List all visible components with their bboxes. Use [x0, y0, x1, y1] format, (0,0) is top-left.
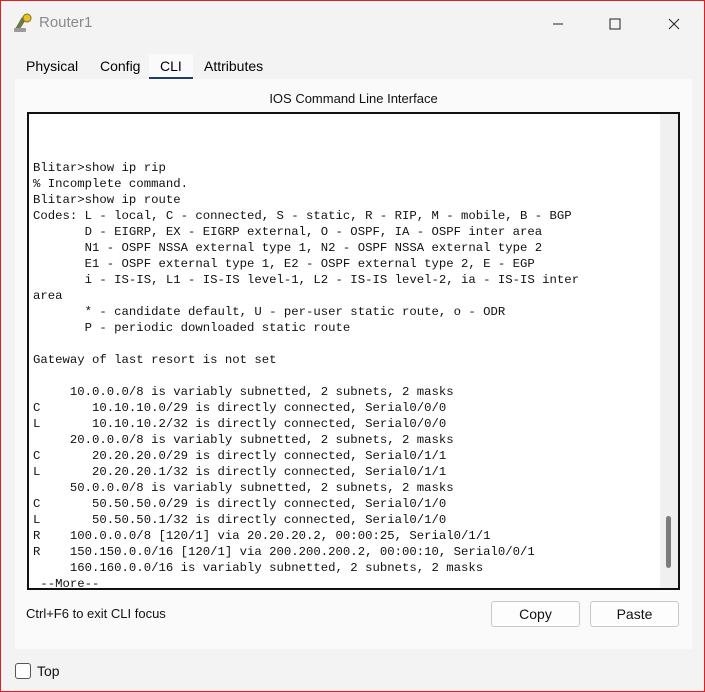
tab-config[interactable]: Config: [100, 58, 141, 74]
cli-focus-hint: Ctrl+F6 to exit CLI focus: [26, 606, 166, 621]
terminal-line: C 50.50.50.0/29 is directly connected, Serial0/1/0: [33, 497, 447, 511]
terminal-line: --More--: [33, 577, 100, 590]
terminal-scrollbar[interactable]: [660, 114, 678, 588]
cli-panel: [15, 79, 692, 649]
minimize-icon: [552, 18, 564, 30]
terminal-line: R 150.150.0.0/16 [120/1] via 200.200.200.2, 00:00:10, Serial0/0/1: [33, 545, 535, 559]
terminal-line: 20.0.0.0/8 is variably subnetted, 2 subnets, 2 masks: [33, 433, 454, 447]
maximize-button[interactable]: [592, 11, 638, 37]
terminal-line: L 50.50.50.1/32 is directly connected, Serial0/1/0: [33, 513, 447, 527]
paste-button[interactable]: Paste: [590, 601, 679, 627]
scrollbar-thumb[interactable]: [666, 516, 671, 568]
terminal-line: Gateway of last resort is not set: [33, 353, 277, 367]
cli-heading: IOS Command Line Interface: [269, 91, 438, 106]
window-title: Router1: [39, 14, 93, 31]
terminal-line: D - EIGRP, EX - EIGRP external, O - OSPF, IA - OSPF inter area: [33, 225, 543, 239]
terminal-line: C 20.20.20.0/29 is directly connected, Serial0/1/1: [33, 449, 447, 463]
top-label: Top: [37, 663, 60, 679]
terminal-line: L 20.20.20.1/32 is directly connected, Serial0/1/1: [33, 465, 447, 479]
terminal-line: P - periodic downloaded static route: [33, 321, 351, 335]
terminal-line: 160.160.0.0/16 is variably subnetted, 2 subnets, 2 masks: [33, 561, 484, 575]
cli-terminal[interactable]: [27, 112, 680, 590]
terminal-line: Blitar>show ip route: [33, 193, 181, 207]
terminal-line: Codes: L - local, C - connected, S - static, R - RIP, M - mobile, B - BGP: [33, 209, 572, 223]
tab-physical[interactable]: Physical: [26, 58, 79, 74]
terminal-line: 10.0.0.0/8 is variably subnetted, 2 subnets, 2 masks: [33, 385, 454, 399]
maximize-icon: [609, 18, 621, 30]
terminal-line: % Incomplete command.: [33, 177, 188, 191]
terminal-line: E1 - OSPF external type 1, E2 - OSPF external type 2, E - EGP: [33, 257, 535, 271]
footer-bar: [1, 653, 704, 691]
copy-button[interactable]: Copy: [491, 601, 580, 627]
terminal-line: 50.0.0.0/8 is variably subnetted, 2 subnets, 2 masks: [33, 481, 454, 495]
terminal-line: i - IS-IS, L1 - IS-IS level-1, L2 - IS-IS level-2, ia - IS-IS inter: [33, 273, 580, 287]
close-button[interactable]: [651, 11, 697, 37]
terminal-line: * - candidate default, U - per-user static route, o - ODR: [33, 305, 506, 319]
tab-cli[interactable]: CLI: [149, 54, 193, 80]
top-checkbox[interactable]: [15, 663, 31, 679]
tab-attributes[interactable]: Attributes: [204, 58, 264, 74]
terminal-output[interactable]: [33, 160, 579, 590]
terminal-line: Blitar>show ip rip: [33, 161, 166, 175]
terminal-line: N1 - OSPF NSSA external type 1, N2 - OSPF NSSA external type 2: [33, 241, 543, 255]
title-bar[interactable]: [1, 1, 704, 45]
terminal-line: C 10.10.10.0/29 is directly connected, Serial0/0/0: [33, 401, 447, 415]
router-app-icon: [12, 13, 34, 33]
terminal-line: area: [33, 289, 63, 303]
minimize-button[interactable]: [535, 11, 581, 37]
terminal-line: R 100.0.0.0/8 [120/1] via 20.20.20.2, 00:00:25, Serial0/1/1: [33, 529, 491, 543]
terminal-line: L 10.10.10.2/32 is directly connected, Serial0/0/0: [33, 417, 447, 431]
close-icon: [668, 18, 680, 30]
